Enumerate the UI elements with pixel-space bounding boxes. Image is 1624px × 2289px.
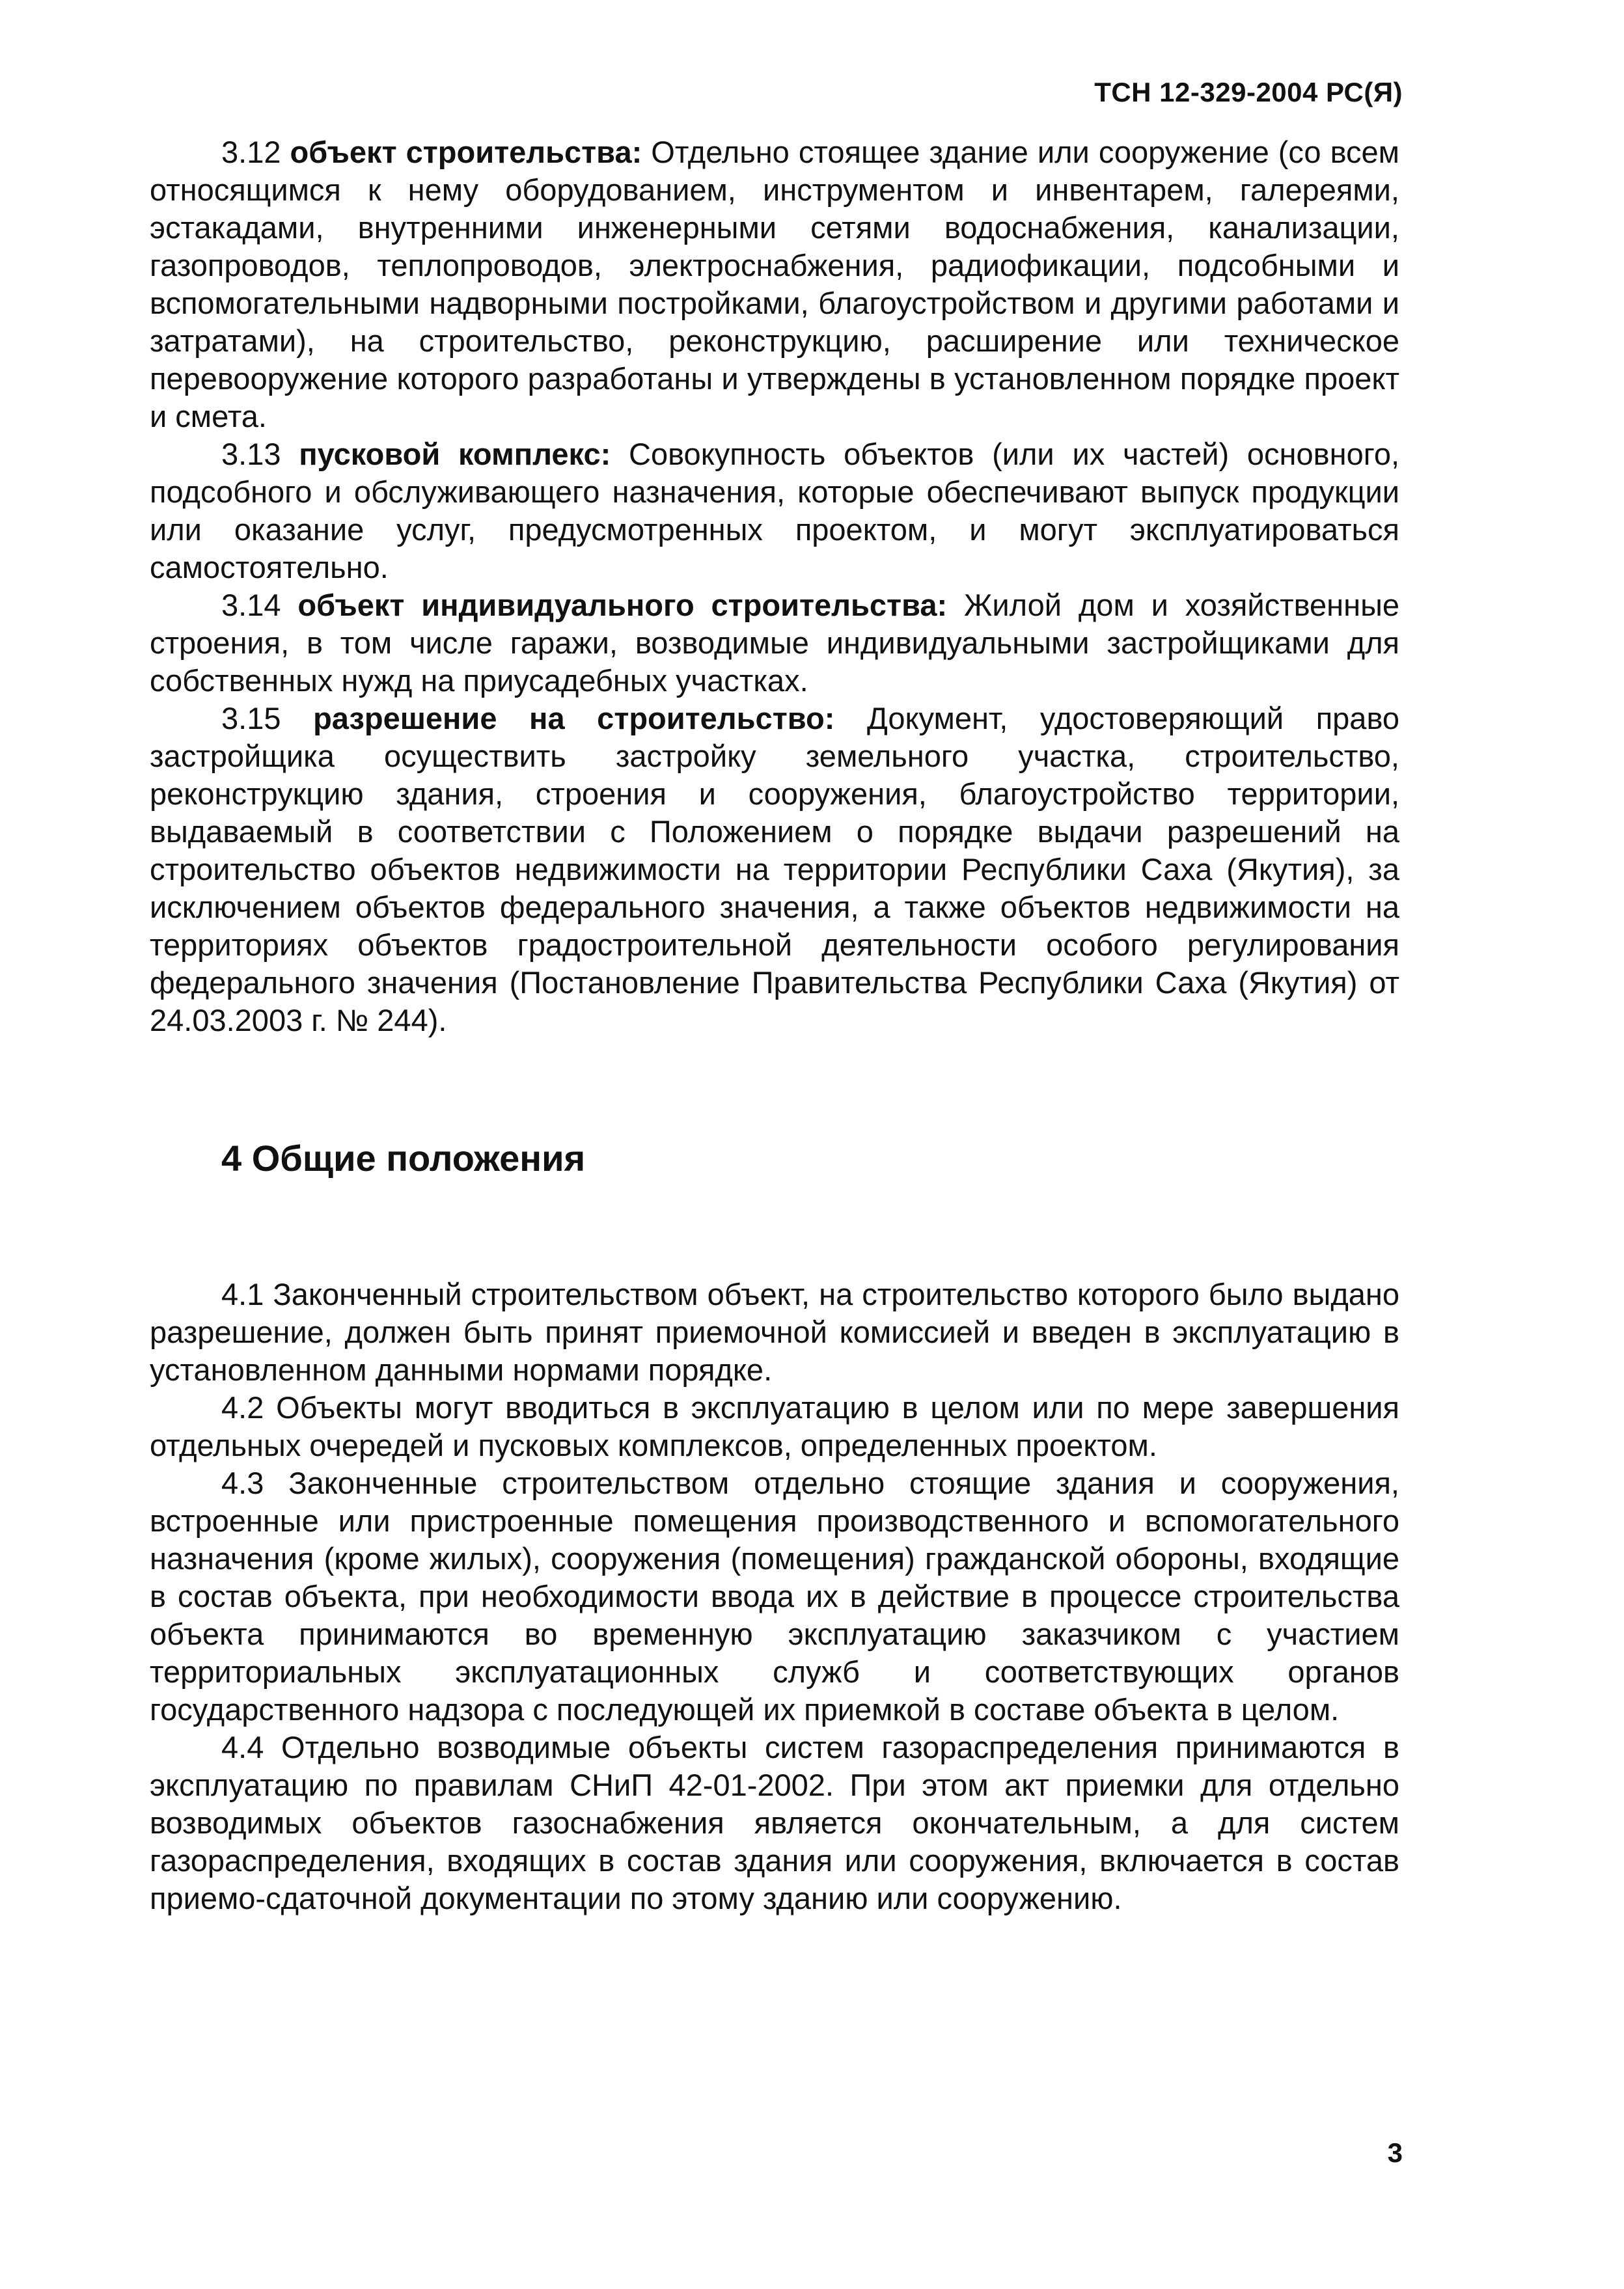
term: разрешение на строительство: — [313, 701, 835, 735]
term: объект индивидуального строительства: — [297, 588, 948, 622]
definition-3-12 — [150, 133, 1399, 435]
clause-text: Отдельно возводимые объекты систем газораспределения принимаются в эксплуатацию по правилам СНиП 42-01-2002. При этом акт приемки для отдельно возводимых объектов газоснабжения является окончательным, а для систем газораспределения, входящих в состав здания или сооружения, включается в состав приемо-сдаточной документации по этому зданию или сооружению. — [150, 1730, 1400, 1915]
definition-text: Жилой дом и хозяйственные строения, в том числе гаражи, возводимые индивидуальными застройщиками для собственных нужд на приусадебных участках. — [150, 588, 1400, 698]
clause-text: Объекты могут вводиться в эксплуатацию в целом или по мере завершения отдельных очередей и пусковых комплексов, определенных проектом. — [150, 1390, 1399, 1462]
term: объект строительства: — [290, 135, 642, 169]
page-content — [150, 133, 1399, 1917]
page-number: 3 — [1387, 2137, 1403, 2168]
clause-4-1 — [150, 1276, 1399, 1389]
clause-number: 4.1 — [221, 1277, 264, 1311]
clause-number: 3.13 — [221, 437, 281, 471]
section-heading: 4 Общие положения — [221, 1138, 586, 1179]
document-code: ТСН 12-329-2004 РС(Я) — [1094, 77, 1403, 107]
clause-number: 3.12 — [221, 135, 281, 169]
clause-number: 4.2 — [221, 1390, 264, 1425]
definition-text: Документ, удостоверяющий право застройщика осуществить застройку земельного участка, строительство, реконструкцию здания, строения и сооружения, благоустройство территории, выдаваемый в соответствии с Положением о порядке выдачи разрешений на строительство объектов недвижимости на территории Республики Саха (Якутия), за исключением объектов федерального значения, а также объектов недвижимости на территориях объектов градостроительной деятельности особого регулирования федерального значения (Постановление Правительства Республики Саха (Якутия) от 24.03.2003 г. № 244). — [150, 701, 1400, 1037]
definition-3-13 — [150, 435, 1399, 586]
clause-text: Законченный строительством объект, на строительство которого было выдано разрешение, должен быть принят приемочной комиссией и введен в эксплуатацию в установленном данными нормами порядке. — [150, 1277, 1399, 1387]
definition-3-15 — [150, 700, 1399, 1039]
definition-text: Отдельно стоящее здание или сооружение (со всем относящимся к нему оборудованием, инструментом и инвентарем, галереями, эстакадами, внутренними инженерными сетями водоснабжения, канализации, газопроводов, теплопроводов, электроснабжения, радиофикации, подсобными и вспомогательными надворными постройками, благоустройством и другими работами и затратами), на строительство, реконструкцию, расширение или техническое перевооружение которого разработаны и утверждены в установленном порядке проект и смета. — [150, 135, 1399, 433]
clause-number: 4.3 — [221, 1466, 264, 1500]
term: пусковой комплекс: — [299, 437, 611, 471]
clause-number: 3.15 — [221, 701, 281, 735]
clause-4-2 — [150, 1389, 1399, 1464]
definition-text: Совокупность объектов (или их частей) основного, подсобного и обслуживающего назначения, которые обеспечивают выпуск продукции или оказание услуг, предусмотренных проектом, и могут эксплуатироваться самостоятельно. — [150, 437, 1400, 584]
clause-number: 4.4 — [221, 1730, 264, 1764]
clause-number: 3.14 — [221, 588, 281, 622]
definition-3-14 — [150, 586, 1399, 700]
clause-4-3 — [150, 1464, 1399, 1729]
clause-4-4 — [150, 1729, 1399, 1917]
clause-text: Законченные строительством отдельно стоящие здания и сооружения, встроенные или пристроенные помещения производственного и вспомогательного назначения (кроме жилых), сооружения (помещения) гражданской обороны, входящие в состав объекта, при необходимости ввода их в действие в процессе строительства объекта принимаются во временную эксплуатацию заказчиком с участием территориальных эксплуатационных служб и соответствующих органов государственного надзора с последующей их приемкой в составе объекта в целом. — [150, 1466, 1399, 1727]
